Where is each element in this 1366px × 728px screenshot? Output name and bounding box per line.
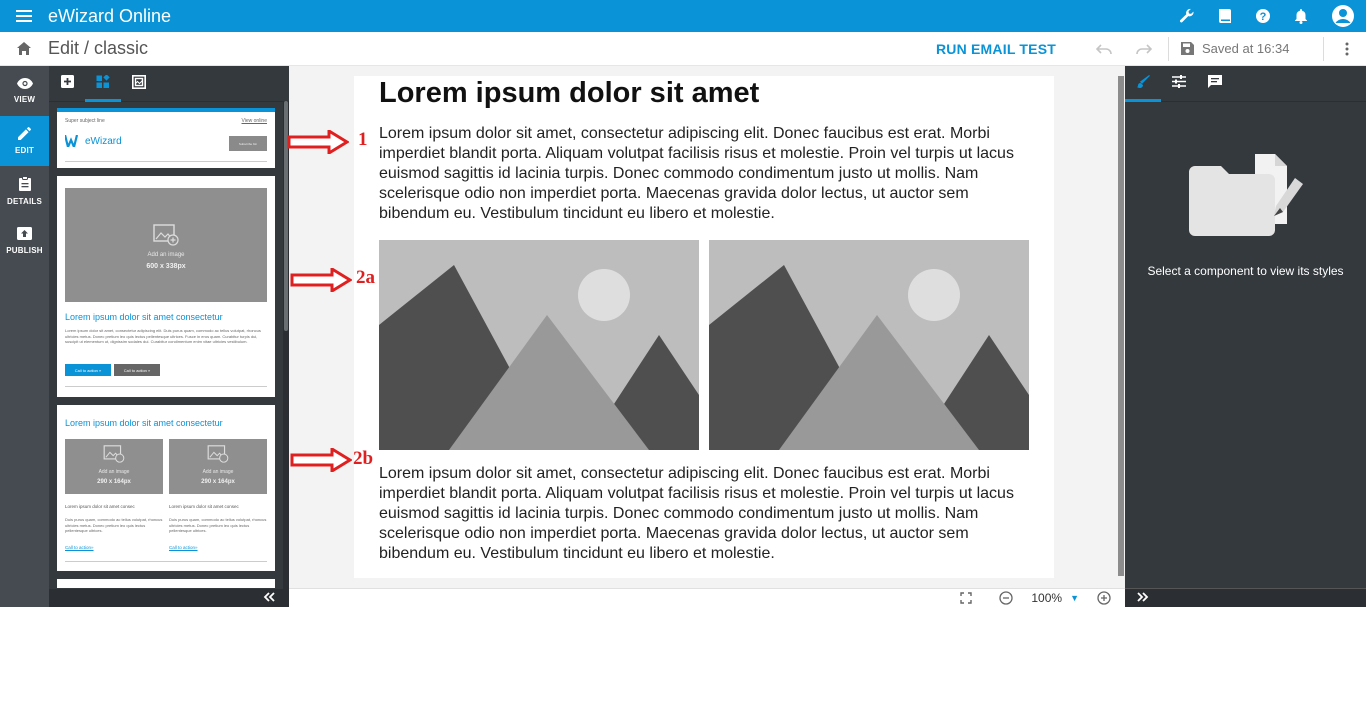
email-paragraph-1[interactable]: Lorem ipsum dolor sit amet, consectetur adipiscing elit. Donec faucibus est erat. Morbi imperdiet blandit porta. Aliquam volutpat facilisis risus et molestie. Proin vel turpis ut lacus euismod sagittis id lacinia turpis. Donec commodo condimentum justo ut mollis. Nam scelerisque odio non imperdiet porta. Maecenas gravida dolor lectus, ut auctor sem bibendum eu. Vestibulum tincidunt eu libero et molestie.: [379, 125, 1014, 222]
bell-icon[interactable]: [1282, 0, 1320, 32]
tab-components[interactable]: [85, 66, 121, 102]
svg-text:?: ?: [1259, 11, 1267, 23]
toolbar-divider: [1168, 37, 1169, 61]
home-icon[interactable]: [0, 32, 48, 66]
undo-icon[interactable]: [1084, 32, 1124, 66]
run-email-test-button[interactable]: RUN EMAIL TEST: [936, 40, 1056, 57]
thumb-subscribe-button: Subscribe btn: [229, 136, 267, 151]
email-image-right[interactable]: [709, 240, 1029, 450]
component-thumb-two-column[interactable]: [57, 405, 275, 571]
ewizard-logo: [65, 135, 122, 147]
thumb-cta-secondary: Call to action »: [114, 364, 160, 376]
rail-item-label: PUBLISH: [6, 246, 43, 255]
help-icon[interactable]: [1244, 0, 1282, 32]
styles-panel-footer: [1125, 588, 1366, 607]
styles-panel: [1125, 66, 1366, 607]
thumb-heading: Lorem ipsum dolor sit amet consectetur: [65, 312, 223, 322]
save-icon: [1181, 42, 1194, 55]
brush-icon: [1137, 75, 1150, 93]
thumb-image-placeholder-right: [169, 439, 267, 494]
thumb-view-online-link: View online: [241, 118, 267, 124]
email-heading[interactable]: Lorem ipsum dolor sit amet: [379, 77, 760, 109]
email-image-left[interactable]: [379, 240, 699, 450]
thumb-image-placeholder: [65, 188, 267, 302]
hamburger-menu-icon[interactable]: [0, 0, 48, 32]
zoom-select[interactable]: [1031, 591, 1079, 605]
layout-frame-icon: [132, 75, 146, 94]
redo-icon[interactable]: [1124, 32, 1164, 66]
component-thumb-next[interactable]: [57, 579, 275, 588]
rail-item-view[interactable]: [0, 66, 49, 116]
breadcrumb: Edit / classic: [48, 38, 149, 58]
tab-layouts[interactable]: [121, 66, 157, 102]
email-preview[interactable]: [354, 76, 1054, 578]
rail-item-details[interactable]: [0, 166, 49, 216]
thumb-col-title-left: Lorem ipsum dolor sit amet consec: [65, 504, 135, 509]
placeholder-size: 290 x 164px: [97, 479, 131, 485]
thumb-subject-line: Super subject line: [65, 118, 105, 124]
add-box-icon: [61, 75, 74, 93]
add-image-icon: [153, 224, 179, 251]
toolbar-divider: [1323, 37, 1324, 61]
components-panel: [49, 66, 289, 607]
annotation-arrow-2a: [290, 268, 352, 297]
chevron-down-icon: ▼: [1070, 593, 1079, 603]
rail-item-label: VIEW: [13, 95, 36, 104]
pencil-icon: [18, 127, 31, 142]
styles-panel-tabs: [1125, 66, 1366, 102]
fullscreen-icon[interactable]: [951, 589, 981, 608]
wrench-icon[interactable]: [1168, 0, 1206, 32]
rail-item-label: EDIT: [14, 146, 35, 155]
placeholder-size: 290 x 164px: [201, 479, 235, 485]
thumb-col-body-right: Duis purus quam, commodo ac tellus volutpat, rhoncus ultricies metus. Donec pretium leo quis lectus pellentesque ultrices.: [169, 517, 267, 533]
annotation-label-2a: 2a: [356, 267, 375, 288]
tab-styles[interactable]: [1125, 66, 1161, 102]
placeholder-size: 600 x 338px: [146, 263, 186, 270]
thumb-col-body-left: Duis purus quam, commodo ac tellus volutpat, rhoncus ultricies metus. Donec pretium leo quis lectus pellentesque ultrices.: [65, 517, 163, 533]
component-thumb-hero[interactable]: [57, 176, 275, 397]
rail-item-publish[interactable]: [0, 216, 49, 266]
rail-item-edit[interactable]: [0, 116, 49, 166]
logo-text: eWizard: [85, 135, 122, 147]
tab-comments[interactable]: [1197, 66, 1233, 102]
widgets-icon: [96, 75, 110, 94]
folder-illustration-icon: [1187, 152, 1309, 243]
thumb-cta-primary: Call to action »: [65, 364, 111, 376]
top-bar: [0, 0, 1366, 32]
thumb-col-title-right: Lorem ipsum dolor sit amet consec: [169, 504, 239, 509]
placeholder-title: Add an image: [147, 252, 185, 258]
collapse-panel-icon[interactable]: [263, 589, 275, 607]
zoom-out-icon[interactable]: [991, 589, 1021, 608]
thumb-divider: [65, 561, 267, 562]
add-image-icon: [103, 445, 125, 468]
rail-item-label: DETAILS: [6, 197, 43, 206]
component-thumb-header[interactable]: [57, 108, 275, 168]
styles-empty-message: Select a component to view its styles: [1147, 264, 1344, 278]
clipboard-icon: [19, 176, 31, 193]
annotation-arrow-1: [287, 130, 349, 159]
thumb-divider: [65, 161, 267, 162]
add-image-icon: [207, 445, 229, 468]
placeholder-title: Add an image: [98, 469, 130, 475]
comment-icon: [1208, 75, 1222, 94]
left-navigation-rail: [0, 66, 49, 607]
zoom-in-icon[interactable]: [1089, 589, 1119, 608]
tab-settings[interactable]: [1161, 66, 1197, 102]
tune-sliders-icon: [1172, 75, 1186, 93]
annotation-arrow-2b: [290, 448, 352, 477]
account-avatar-icon[interactable]: [1320, 0, 1366, 32]
more-vertical-icon[interactable]: [1328, 32, 1366, 66]
editor-toolbar: [0, 32, 1366, 66]
components-panel-footer: [49, 589, 289, 607]
saved-status-text: Saved at 16:34: [1202, 41, 1290, 56]
placeholder-title: Add an image: [202, 469, 234, 475]
canvas-scrollbar[interactable]: [1118, 76, 1124, 576]
app-title: eWizard Online: [48, 5, 172, 26]
canvas-bottom-bar: [289, 588, 1125, 607]
publish-icon: [17, 227, 32, 242]
zoom-value: 100%: [1031, 591, 1063, 605]
component-thumbnail-list: [57, 108, 275, 588]
email-paragraph-2[interactable]: Lorem ipsum dolor sit amet, consectetur adipiscing elit. Donec faucibus est erat. Morbi imperdiet blandit porta. Aliquam volutpat facilisis risus et molestie. Proin vel turpis ut lacus euismod sagittis id lacinia turpis. Donec commodo condimentum justo ut mollis. Nam scelerisque odio non imperdiet porta. Maecenas gravida dolor lectus, ut auctor sem bibendum eu. Vestibulum tincidunt eu libero et molestie.: [379, 465, 1014, 562]
thumb-heading: Lorem ipsum dolor sit amet consectetur: [65, 418, 223, 428]
tab-add-block[interactable]: [49, 66, 85, 102]
components-panel-tabs: [49, 66, 289, 102]
thumb-divider: [65, 386, 267, 387]
book-icon[interactable]: [1206, 0, 1244, 32]
thumb-image-placeholder-left: [65, 439, 163, 494]
annotation-label-1: 1: [358, 129, 368, 150]
save-status[interactable]: [1173, 41, 1319, 56]
thumb-body: Lorem ipsum dolor sit amet, consectetur adipiscing elit. Duis purus quam, commodo ac tellus volutpat, rhoncus ultricies metus. Donec pretium leo quis lectus pellentesque ultrices. Fusce in eros quam. Curabitur turpis dui, suscipit ut elementum ut, dignissim sodales dui. Curabitur condimentum enim vitae ultricies vestibulum.: [65, 328, 261, 344]
thumb-col-link-left: Call to action»: [65, 545, 94, 550]
annotation-label-2b: 2b: [353, 448, 374, 469]
eye-icon: [17, 78, 33, 91]
expand-panel-icon[interactable]: [1137, 589, 1149, 607]
thumb-col-link-right: Call to action»: [169, 545, 198, 550]
